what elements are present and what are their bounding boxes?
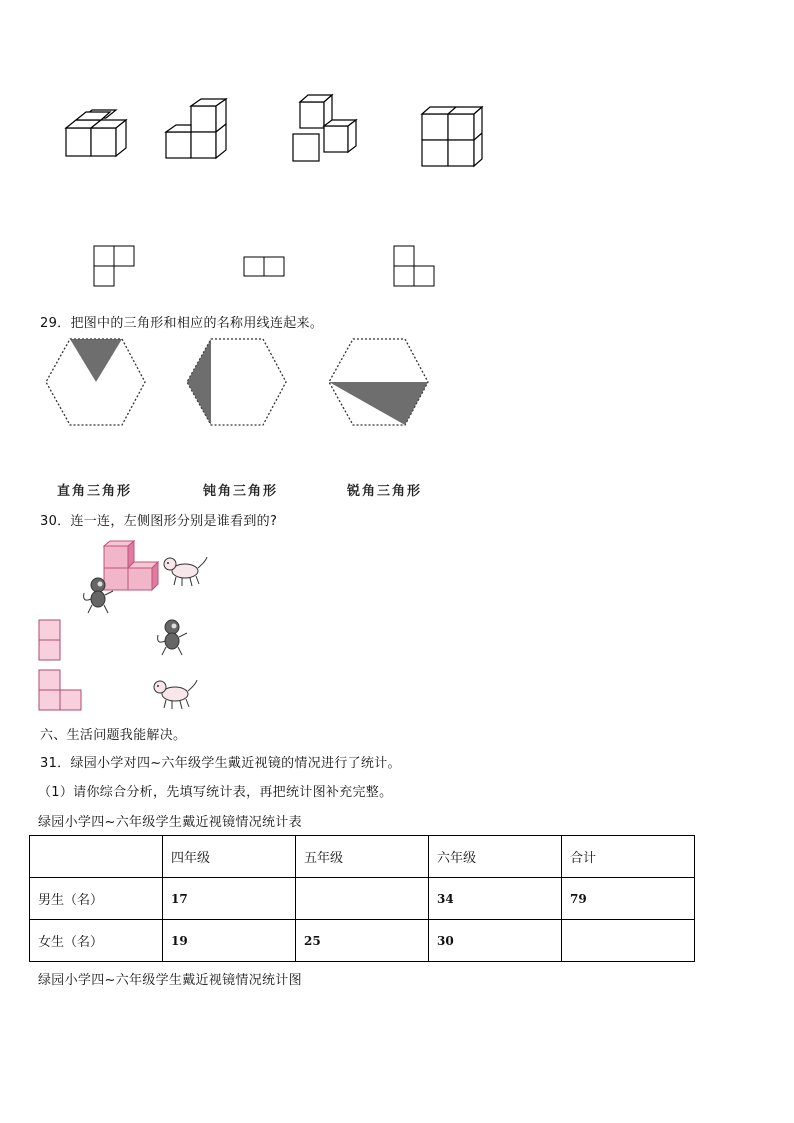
section6-title: 六、生活问题我能解决。	[40, 728, 187, 743]
cube-figure-3	[288, 92, 364, 164]
header-cell: 六年级	[429, 836, 562, 878]
view-shape-3	[393, 245, 437, 289]
header-cell	[30, 836, 163, 878]
dog-icon	[150, 676, 200, 712]
hexagon-2	[183, 336, 289, 428]
table-header-row	[30, 836, 695, 878]
row-label: 女生（名）	[30, 920, 163, 962]
view-shape-1	[93, 245, 137, 289]
table-cell: 34	[429, 878, 562, 920]
pink-view-shape-1	[38, 619, 64, 663]
header-cell: 合计	[562, 836, 695, 878]
table-cell-blank[interactable]	[296, 878, 429, 920]
table-row	[30, 878, 695, 920]
triangle-label-obtuse: 钝角三角形	[203, 484, 279, 499]
table-cell: 19	[163, 920, 296, 962]
header-cell: 五年级	[296, 836, 429, 878]
table-row	[30, 920, 695, 962]
q31-title: 31．绿园小学对四~六年级学生戴近视镜的情况进行了统计。	[40, 756, 401, 771]
cube-figure-1	[60, 108, 130, 160]
pink-view-shape-2	[38, 669, 84, 713]
view-shape-2	[243, 256, 287, 278]
triangle-label-right: 直角三角形	[57, 484, 133, 499]
table-cell: 79	[562, 878, 695, 920]
monkey-icon	[78, 575, 118, 615]
monkey-icon	[152, 617, 192, 657]
cube-figure-4	[418, 104, 486, 168]
shaded-triangle-2	[187, 339, 211, 425]
q29-title: 29．把图中的三角形和相应的名称用线连起来。	[40, 316, 324, 331]
triangle-label-acute: 锐角三角形	[347, 484, 423, 499]
table-cell-blank[interactable]	[562, 920, 695, 962]
header-cell: 四年级	[163, 836, 296, 878]
table-cell: 30	[429, 920, 562, 962]
hexagon-1	[42, 336, 148, 428]
dog-icon	[160, 553, 210, 589]
table-cell: 17	[163, 878, 296, 920]
q31-sub1: （1）请你综合分析，先填写统计表，再把统计图补充完整。	[38, 785, 393, 800]
cube-figure-2	[160, 98, 230, 162]
stats-table	[29, 835, 695, 962]
table-caption: 绿园小学四~六年级学生戴近视镜情况统计表	[38, 815, 302, 830]
hexagon-3	[325, 336, 431, 428]
q30-title: 30．连一连，左侧图形分别是谁看到的?	[40, 514, 278, 529]
row-label: 男生（名）	[30, 878, 163, 920]
table-cell: 25	[296, 920, 429, 962]
chart-caption: 绿园小学四~六年级学生戴近视镜情况统计图	[38, 973, 302, 988]
